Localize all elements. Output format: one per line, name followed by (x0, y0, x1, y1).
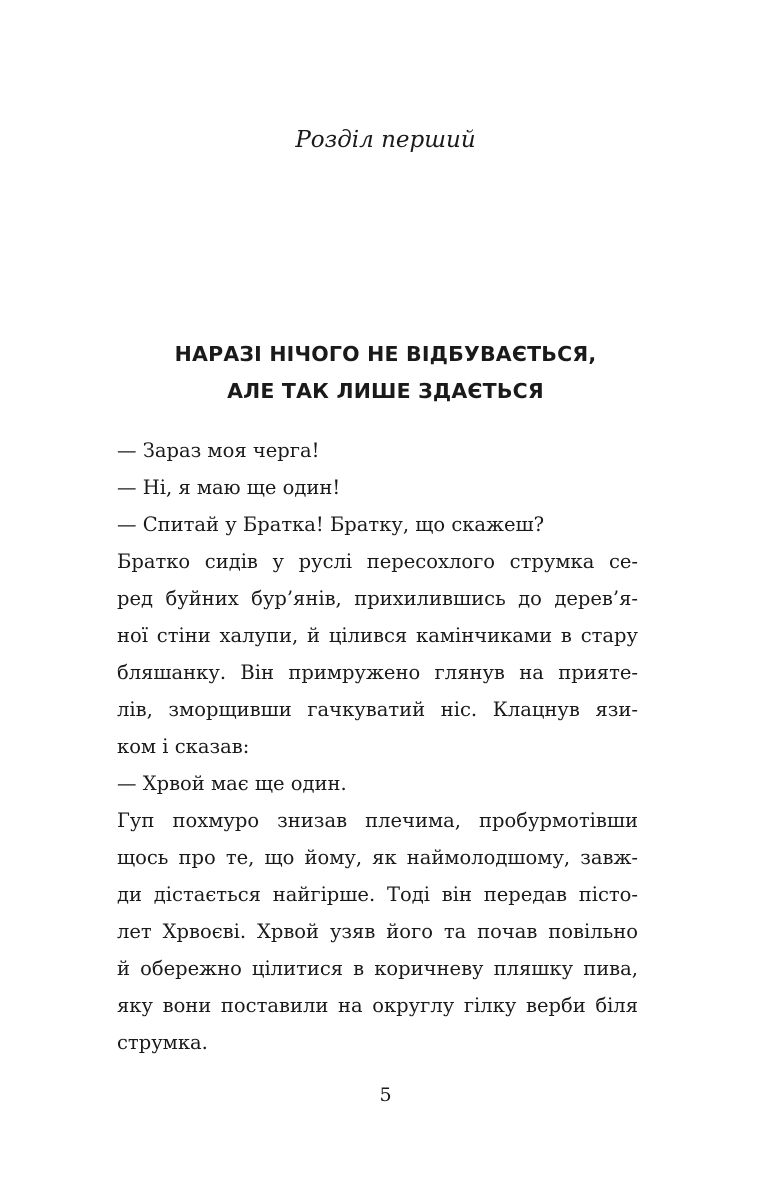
text-line: — Хрвой має ще один. (117, 772, 347, 795)
text-line: — Ні, я маю ще один! (117, 476, 341, 499)
text-line: струмка. (117, 1031, 208, 1054)
text-line: Гуп похмуро знизав плечима, пробурмотівши (117, 809, 638, 832)
text-line: ної стіни халупи, й цілився камінчиками в стару (117, 624, 638, 647)
chapter-title-line-2: АЛЕ ТАК ЛИШЕ ЗДАЄТЬСЯ (227, 379, 544, 403)
text-line: ред буйних бур’янів, прихилившись до дерев’я- (117, 587, 638, 610)
body-text (117, 432, 638, 1061)
text-line: бляшанку. Він примружено глянув на прияте- (117, 661, 638, 684)
text-line: ди дістається найгірше. Тоді він передав пісто- (117, 883, 638, 906)
page-number: 5 (379, 1084, 392, 1106)
text-line: й обережно цілитися в коричневу пляшку пива, (117, 957, 638, 980)
text-line: — Зараз моя черга! (117, 439, 320, 462)
text-line: лет Хрвоєві. Хрвой узяв його та почав повільно (117, 920, 638, 943)
text-line: Братко сидів у руслі пересохлого струмка се- (117, 550, 638, 573)
text-line: щось про те, що йому, як наймолодшому, завж- (117, 846, 638, 869)
text-line: — Спитай у Братка! Братку, що скажеш? (117, 513, 545, 536)
text-line: лів, зморщивши гачкуватий ніс. Клацнув язи- (117, 698, 638, 721)
chapter-title (0, 336, 771, 410)
text-line: ком і сказав: (117, 735, 250, 758)
chapter-label: Розділ перший (295, 127, 476, 153)
chapter-title-line-1: НАРАЗІ НІЧОГО НЕ ВІДБУВАЄТЬСЯ, (174, 342, 597, 366)
text-line: яку вони поставили на округлу гілку верби біля (117, 994, 638, 1017)
